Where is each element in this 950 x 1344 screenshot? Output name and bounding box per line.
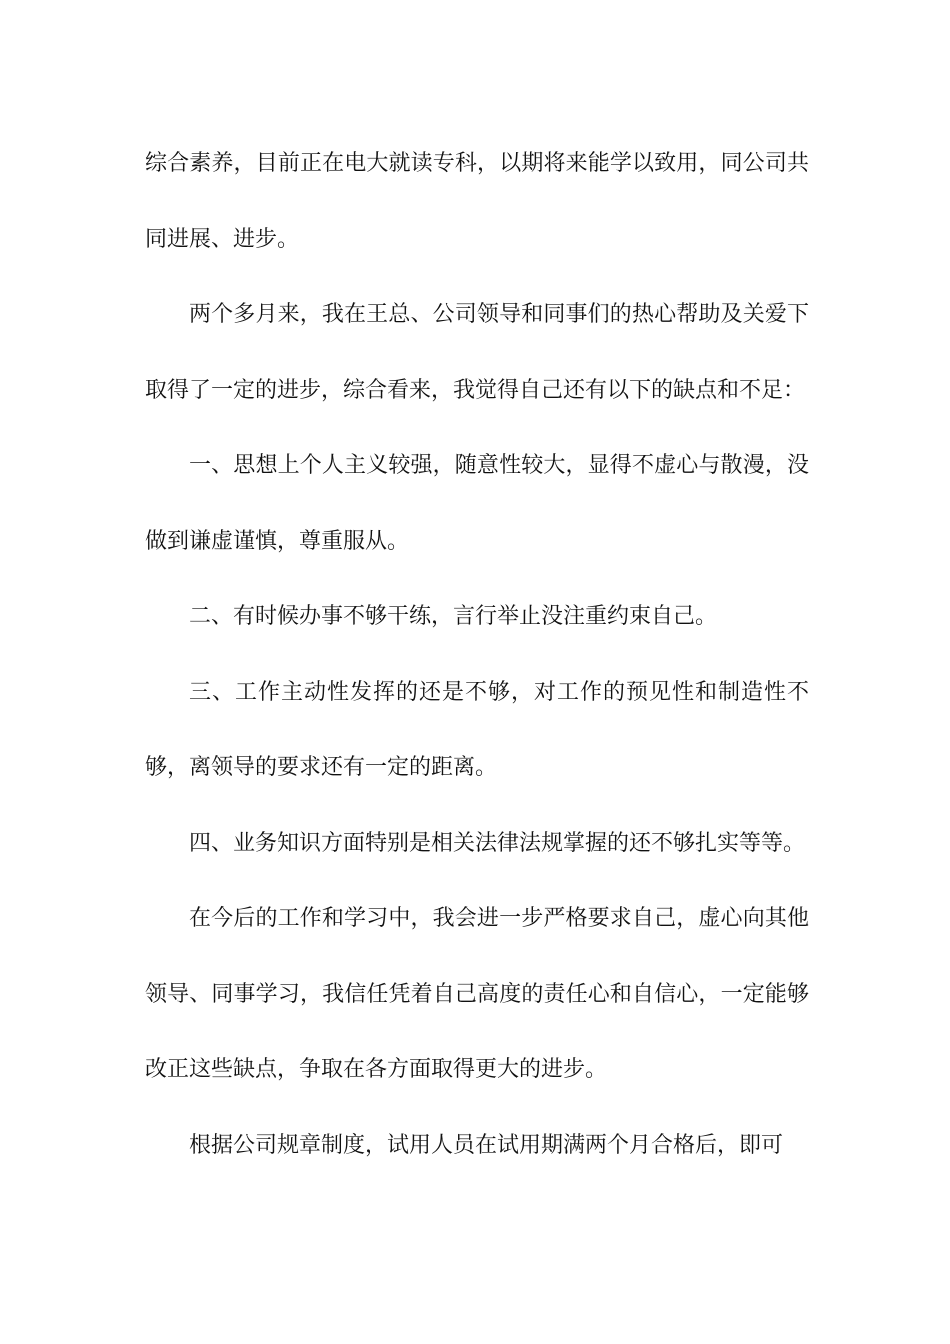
document-body [145, 126, 809, 1183]
paragraph-5: 三、工作主动性发挥的还是不够，对工作的预见性和制造性不够，离领导的要求还有一定的距离。 [145, 679, 809, 780]
paragraph-8: 根据公司规章制度，试用人员在试用期满两个月合格后，即可 [189, 1132, 784, 1158]
paragraph-7: 在今后的工作和学习中，我会进一步严格要求自己，虚心向其他领导、同事学习，我信任凭着自己高度的责任心和自信心，一定能够改正这些缺点，争取在各方面取得更大的进步。 [145, 906, 809, 1082]
paragraph-2: 两个多月来，我在王总、公司领导和同事们的热心帮助及关爱下取得了一定的进步，综合看来，我觉得自己还有以下的缺点和不足： [145, 302, 809, 403]
paragraph-1: 综合素养，目前正在电大就读专科，以期将来能学以致用，同公司共同进展、进步。 [145, 151, 809, 252]
paragraph-3: 一、思想上个人主义较强，随意性较大，显得不虚心与散漫，没做到谦虚谨慎，尊重服从。 [145, 453, 809, 554]
paragraph-4: 二、有时候办事不够干练，言行举止没注重约束自己。 [189, 604, 718, 629]
paragraph-6: 四、业务知识方面特别是相关法律法规掌握的还不够扎实等等。 [189, 830, 806, 856]
